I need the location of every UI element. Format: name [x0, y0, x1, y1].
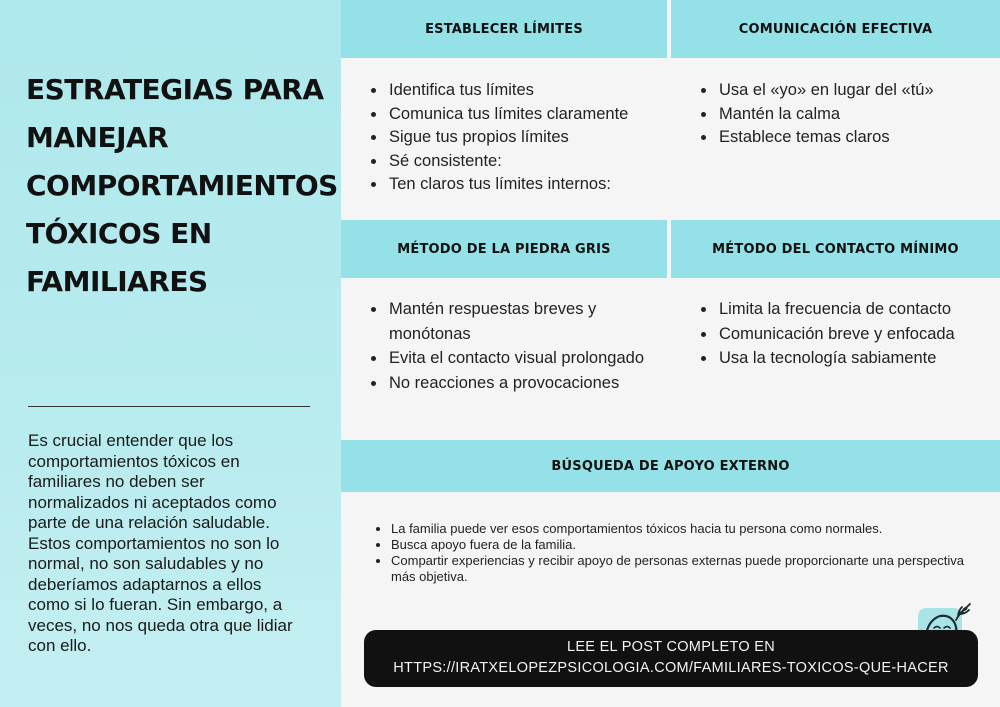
list-establecer-limites — [341, 58, 667, 197]
divider — [28, 406, 310, 407]
list-contacto-minimo — [671, 278, 1000, 371]
cell-piedra-gris — [341, 278, 667, 440]
list-item: • No reacciones a provocaciones — [387, 371, 647, 396]
list-apoyo-externo — [341, 492, 1000, 585]
list-item: • Busca apoyo fuera de la familia. — [391, 537, 970, 553]
list-piedra-gris — [341, 278, 667, 395]
header-contacto-minimo: MÉTODO DEL CONTACTO MÍNIMO — [671, 220, 1000, 278]
cta-line-1: LEE EL POST COMPLETO EN — [566, 639, 776, 655]
list-item: • Sé consistente: — [387, 150, 667, 174]
cell-establecer-limites — [341, 58, 667, 220]
list-item: • Establece temas claros — [717, 126, 1000, 150]
list-item: • La familia puede ver esos comportamientos tóxicos hacia tu persona como normales. — [391, 521, 970, 537]
header-establecer-limites: ESTABLECER LÍMITES — [341, 0, 667, 58]
list-item: • Sigue tus propios límites — [387, 126, 667, 150]
header-comunicacion-efectiva: COMUNICACIÓN EFECTIVA — [671, 0, 1000, 58]
header-piedra-gris: MÉTODO DE LA PIEDRA GRIS — [341, 220, 667, 278]
list-item: • Comunicación breve y enfocada — [717, 322, 1000, 347]
list-item: • Compartir experiencias y recibir apoyo de personas externas puede proporcionarte una perspectiva más objetiva. — [391, 553, 970, 585]
list-item: • Usa la tecnología sabiamente — [717, 346, 1000, 371]
list-item: • Ten claros tus límites internos: — [387, 173, 667, 197]
list-item: • Mantén respuestas breves y monótonas — [387, 297, 647, 346]
cell-comunicacion-efectiva — [671, 58, 1000, 220]
page-title: ESTRATEGIAS PARA MANEJAR COMPORTAMIENTOS TÓXICOS EN FAMILIARES — [26, 73, 338, 298]
strategies-grid — [341, 0, 1000, 707]
cell-contacto-minimo — [671, 278, 1000, 440]
list-item: • Comunica tus límites claramente — [387, 103, 667, 127]
list-item: • Usa el «yo» en lugar del «tú» — [717, 79, 1000, 103]
list-item: • Evita el contacto visual prolongado — [387, 346, 647, 371]
left-panel — [0, 0, 341, 707]
intro-paragraph: Es crucial entender que los comportamientos tóxicos en familiares no deben ser normalizados ni aceptados como parte de una relación saludable. Estos comportamientos no son lo normal, no son saludables y no deberíamos adaptarnos a ellos como si lo fueran. Sin embargo, a veces, no nos queda otra que lidiar con ello. — [28, 431, 293, 655]
read-post-banner[interactable] — [364, 630, 978, 687]
list-item: • Limita la frecuencia de contacto — [717, 297, 1000, 322]
header-apoyo-externo: BÚSQUEDA DE APOYO EXTERNO — [341, 440, 1000, 492]
post-url-link[interactable]: HTTPS://IRATXELOPEZPSICOLOGIA.COM/FAMILIARES-TOXICOS-QUE-HACER — [393, 660, 949, 676]
list-item: • Identifica tus límites — [387, 79, 667, 103]
list-comunicacion-efectiva — [671, 58, 1000, 150]
list-item: • Mantén la calma — [717, 103, 1000, 127]
